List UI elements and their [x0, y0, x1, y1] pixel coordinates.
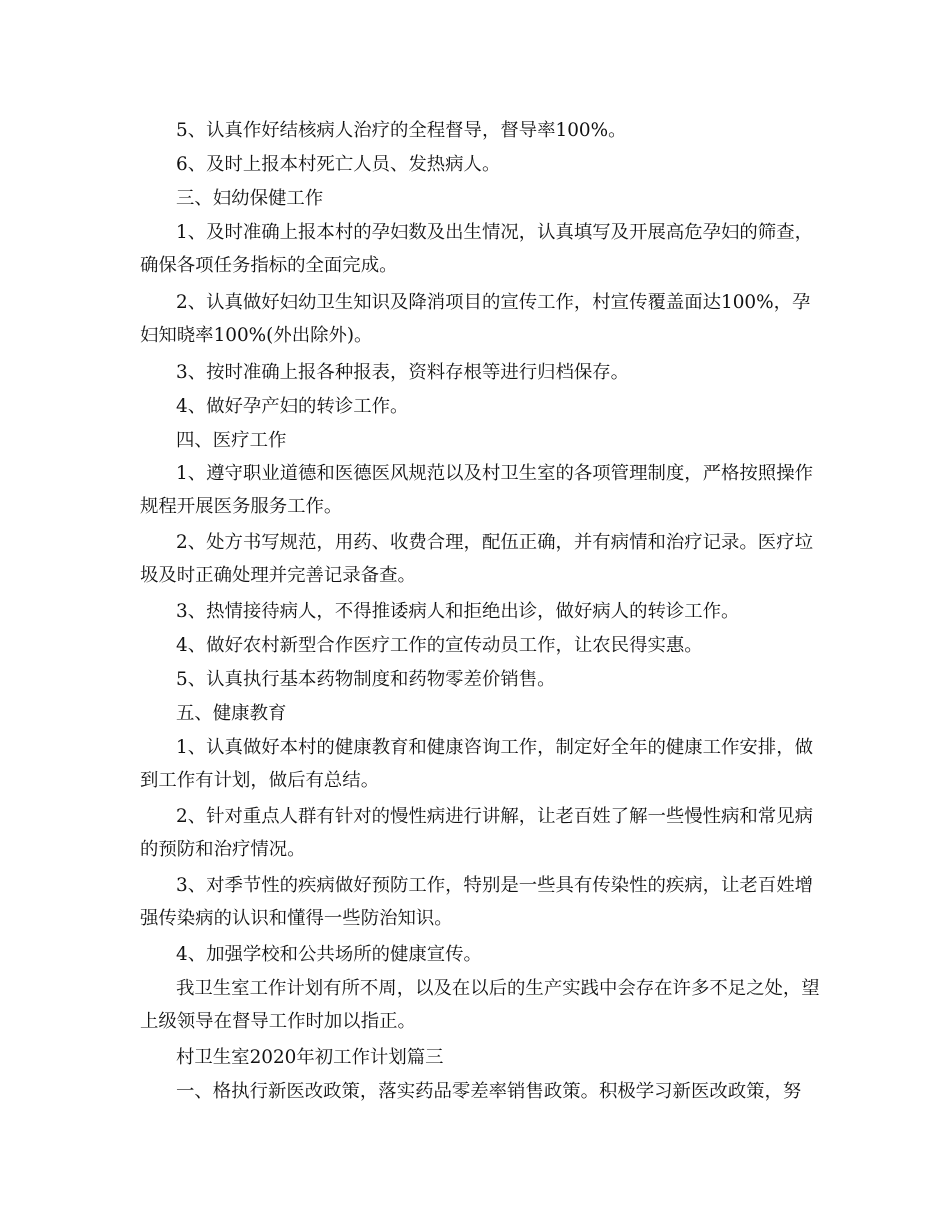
- paragraph: 4、做好孕产妇的转诊工作。: [176, 396, 409, 417]
- paragraph: 2、认真做好妇幼卫生知识及降消项目的宣传工作，村宣传覆盖面达100%，孕妇知晓率100%(外出除外)。: [140, 292, 811, 346]
- paragraph: 5、认真作好结核病人治疗的全程督导，督导率100%。: [176, 120, 627, 141]
- paragraph: 2、针对重点人群有针对的慢性病进行讲解，让老百姓了解一些慢性病和常见病的预防和治疗情况。: [140, 806, 813, 860]
- paragraph: 3、按时准确上报各种报表，资料存根等进行归档保存。: [176, 362, 630, 383]
- paragraph: 6、及时上报本村死亡人员、发热病人。: [176, 154, 501, 175]
- paragraph: 5、认真执行基本药物制度和药物零差价销售。: [176, 669, 556, 690]
- paragraph: 1、及时准确上报本村的孕妇数及出生情况，认真填写及开展高危孕妇的筛查，确保各项任务指标的全面完成。: [140, 222, 813, 276]
- paragraph: 1、认真做好本村的健康教育和健康咨询工作，制定好全年的健康工作安排，做到工作有计划，做后有总结。: [140, 737, 813, 791]
- paragraph: 3、热情接待病人，不得推诿病人和拒绝出诊，做好病人的转诊工作。: [176, 601, 740, 622]
- paragraph: 4、加强学校和公共场所的健康宣传。: [176, 944, 482, 965]
- paragraph: 我卫生室工作计划有所不周，以及在以后的生产实践中会存在许多不足之处，望上级领导在督导工作时加以指正。: [140, 978, 820, 1032]
- paragraph: 4、做好农村新型合作医疗工作的宣传动员工作，让农民得实惠。: [176, 635, 703, 656]
- paragraph: 2、处方书写规范，用药、收费合理，配伍正确，并有病情和治疗记录。医疗垃圾及时正确处理并完善记录备查。: [140, 532, 813, 586]
- section-heading: 五、健康教育: [176, 703, 287, 724]
- paragraph: 1、遵守职业道德和医德医风规范以及村卫生室的各项管理制度，严格按照操作规程开展医务服务工作。: [140, 463, 813, 517]
- paragraph: 3、对季节性的疾病做好预防工作，特别是一些具有传染性的疾病，让老百姓增强传染病的认识和懂得一些防治知识。: [140, 875, 813, 929]
- section-heading: 四、医疗工作: [176, 430, 287, 451]
- section-title: 村卫生室2020年初工作计划篇三: [176, 1047, 444, 1068]
- paragraph: 一、格执行新医改政策，落实药品零差率销售政策。积极学习新医改政策，努: [176, 1081, 802, 1102]
- section-heading: 三、妇幼保健工作: [176, 188, 324, 209]
